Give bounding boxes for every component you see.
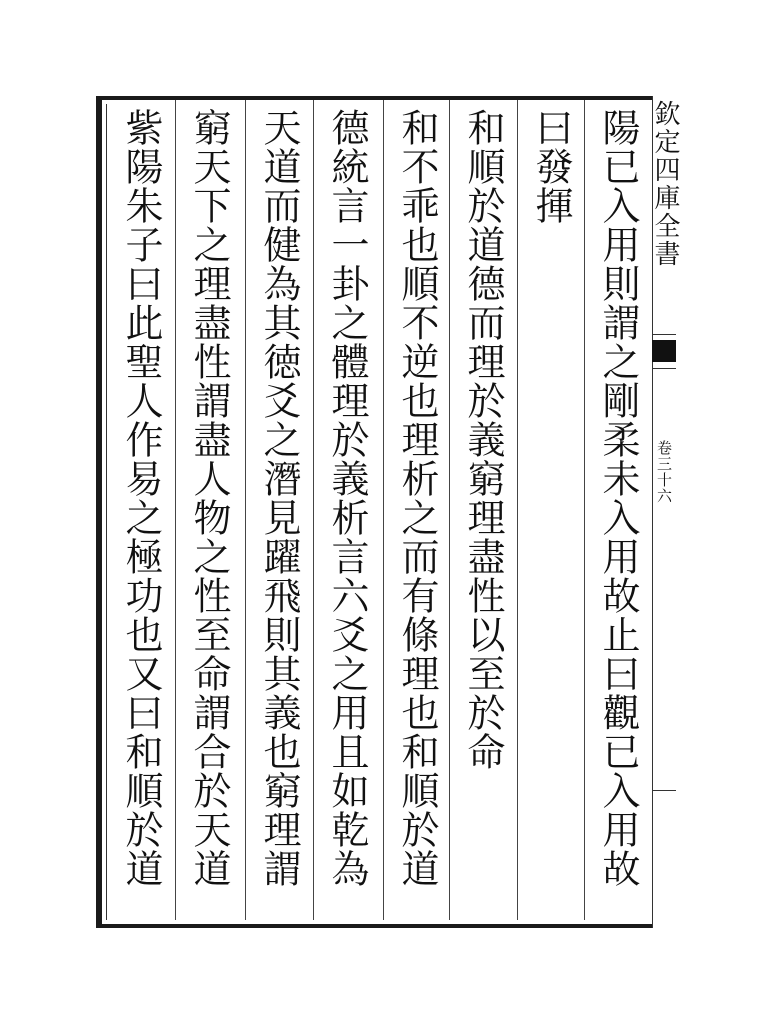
text-column-1: 陽已入用則謂之剛柔未入用故止曰觀已入用故 — [596, 108, 640, 888]
text-column-3: 和順於道德而理於義窮理盡性以至於命 — [461, 108, 505, 771]
margin-divider — [652, 790, 676, 791]
text-column-2: 曰發揮 — [529, 108, 573, 225]
column-rule — [383, 100, 384, 920]
text-column-6: 天道而健為其徳爻之潛見躍飛則其義也窮理謂 — [257, 108, 301, 888]
column-rule — [313, 100, 314, 920]
text-column-4: 和不乖也順不逆也理析之而有條理也和順於道 — [395, 108, 439, 888]
margin-title: 欽定四庫全書 — [650, 100, 680, 268]
margin-divider — [652, 368, 676, 369]
column-rule — [175, 100, 176, 920]
column-rule — [245, 100, 246, 920]
column-rule — [517, 100, 518, 920]
column-rule — [449, 100, 450, 920]
text-column-5: 德統言一卦之體理於義析言六爻之用且如乾為 — [325, 108, 369, 888]
margin-juan-number: 卷三十六 — [655, 440, 673, 504]
text-column-7: 窮天下之理盡性謂盡人物之性至命謂合於天道 — [187, 108, 231, 888]
text-column-8: 紫陽朱子曰此聖人作易之極功也又曰和順於道 — [119, 108, 163, 888]
margin-divider — [652, 334, 676, 335]
fish-tail-mark — [652, 340, 676, 362]
column-rule — [584, 100, 585, 920]
